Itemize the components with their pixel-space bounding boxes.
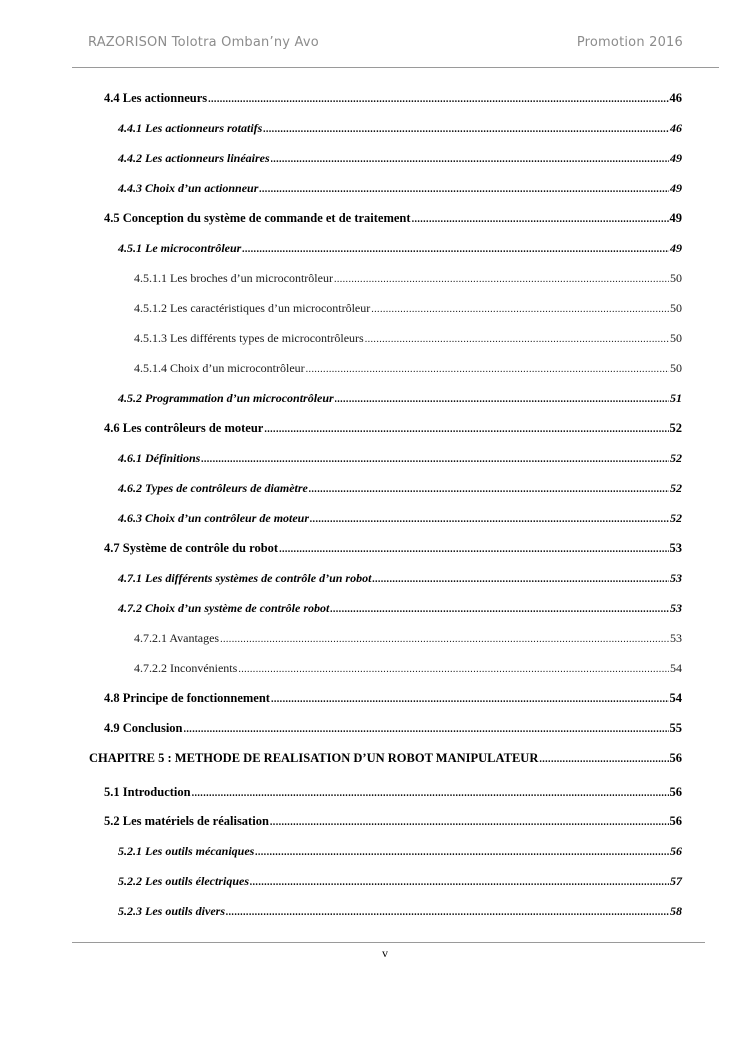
toc-entry[interactable] — [134, 630, 682, 646]
toc-entry[interactable] — [118, 873, 682, 889]
toc-entry-title: 4.8 Principe de fonctionnement — [104, 691, 270, 705]
toc-entry-title: 4.6.2 Types de contrôleurs de diamètre — [118, 481, 308, 495]
toc-entry-page: 54 — [670, 661, 682, 675]
toc-entry-title: 4.7.1 Les différents systèmes de contrôle d’un robot — [118, 571, 372, 585]
toc-entry[interactable] — [104, 210, 682, 226]
toc-dot-leader — [334, 272, 669, 288]
toc-entry-page: 50 — [670, 331, 682, 345]
toc-entry[interactable] — [134, 270, 682, 286]
toc-entry[interactable] — [104, 420, 682, 436]
toc-entry-page: 50 — [670, 301, 682, 315]
toc-entry-title: 5.2.1 Les outils mécaniques — [118, 844, 255, 858]
toc-dot-leader — [201, 452, 669, 468]
toc-entry-page: 52 — [670, 511, 682, 525]
toc-entry-title: CHAPITRE 5 : METHODE DE REALISATION D’UN ROBOT MANIPULATEUR — [89, 751, 539, 765]
toc-entry-title: 4.5.1.3 Les différents types de microcontrôleurs — [134, 331, 364, 345]
toc-entry-page: 56 — [670, 844, 682, 858]
toc-dot-leader — [412, 212, 669, 228]
toc-entry-title: 4.4.1 Les actionneurs rotatifs — [118, 121, 263, 135]
page-header — [88, 35, 683, 50]
toc-entry-title: 4.4.3 Choix d’un actionneur — [118, 181, 259, 195]
toc-dot-leader — [330, 602, 669, 618]
toc-entry-title: 4.7.2 Choix d’un système de contrôle robot — [118, 601, 330, 615]
toc-entry[interactable] — [118, 903, 682, 919]
toc-entry[interactable] — [104, 813, 682, 829]
toc-entry[interactable] — [118, 480, 682, 496]
toc-chapter-entry[interactable] — [89, 750, 682, 766]
toc-entry-page: 52 — [669, 421, 682, 435]
toc-entry-page: 56 — [669, 814, 682, 828]
toc-entry-page: 53 — [670, 571, 682, 585]
toc-dot-leader — [263, 122, 669, 138]
header-promotion: Promotion 2016 — [576, 35, 683, 50]
toc-entry[interactable] — [104, 720, 682, 736]
page-number: v — [382, 946, 388, 960]
toc-entry-page: 53 — [670, 631, 682, 645]
toc-dot-leader — [309, 482, 669, 498]
toc-entry[interactable] — [118, 843, 682, 859]
toc-entry[interactable] — [118, 390, 682, 406]
toc-dot-leader — [371, 302, 669, 318]
toc-entry[interactable] — [118, 150, 682, 166]
footer-divider — [72, 942, 705, 943]
toc-entry-title: 5.2.2 Les outils électriques — [118, 874, 249, 888]
toc-entry-page: 54 — [669, 691, 682, 705]
toc-entry[interactable] — [118, 450, 682, 466]
toc-entry[interactable] — [104, 90, 682, 106]
toc-dot-leader — [279, 542, 668, 558]
toc-entry[interactable] — [118, 120, 682, 136]
toc-entry[interactable] — [104, 540, 682, 556]
toc-entry-title: 4.5.1.4 Choix d’un microcontrôleur — [134, 361, 305, 375]
toc-entry-title: 5.1 Introduction — [104, 785, 191, 799]
toc-entry-title: 5.2 Les matériels de réalisation — [104, 814, 269, 828]
toc-entry[interactable] — [118, 510, 682, 526]
toc-entry-title: 4.5.1 Le microcontrôleur — [118, 241, 242, 255]
toc-entry-title: 4.7.2.1 Avantages — [134, 631, 220, 645]
toc-dot-leader — [264, 422, 668, 438]
toc-entry[interactable] — [118, 600, 682, 616]
toc-entry[interactable] — [118, 180, 682, 196]
toc-entry-page: 56 — [669, 751, 682, 765]
toc-dot-leader — [208, 92, 668, 108]
toc-entry-title: 4.4 Les actionneurs — [104, 91, 208, 105]
toc-entry[interactable] — [134, 660, 682, 676]
toc-entry-title: 4.5.1.2 Les caractéristiques d’un microcontrôleur — [134, 301, 371, 315]
header-author: RAZORISON Tolotra Omban’ny Avo — [88, 35, 319, 50]
toc-entry-page: 58 — [670, 904, 682, 918]
toc-entry-title: 4.6.3 Choix d’un contrôleur de moteur — [118, 511, 310, 525]
toc-dot-leader — [192, 786, 669, 802]
toc-entry-title: 4.9 Conclusion — [104, 721, 183, 735]
toc-dot-leader — [250, 875, 669, 891]
toc-entry[interactable] — [134, 360, 682, 376]
toc-entry-title: 4.7.2.2 Inconvénients — [134, 661, 238, 675]
toc-dot-leader — [271, 152, 669, 168]
toc-entry-page: 49 — [670, 151, 682, 165]
toc-entry-title: 4.5.2 Programmation d’un microcontrôleur — [118, 391, 334, 405]
toc-entry-title: 4.5 Conception du système de commande et de traitement — [104, 211, 411, 225]
toc-entry-page: 49 — [670, 181, 682, 195]
toc-entry-page: 52 — [670, 481, 682, 495]
toc-dot-leader — [365, 332, 669, 348]
toc-entry-page: 46 — [670, 121, 682, 135]
toc-entry-page: 53 — [669, 541, 682, 555]
toc-entry[interactable] — [104, 784, 682, 800]
toc-entry-page: 55 — [669, 721, 682, 735]
toc-entry-page: 49 — [669, 211, 682, 225]
toc-dot-leader — [259, 182, 669, 198]
toc-entry-title: 4.4.2 Les actionneurs linéaires — [118, 151, 270, 165]
toc-dot-leader — [310, 512, 669, 528]
toc-dot-leader — [270, 815, 669, 831]
toc-dot-leader — [539, 752, 668, 768]
toc-entry-page: 46 — [669, 91, 682, 105]
toc-dot-leader — [335, 392, 669, 408]
toc-entry[interactable] — [134, 330, 682, 346]
toc-entry-page: 50 — [670, 361, 682, 375]
toc-entry-page: 56 — [669, 785, 682, 799]
toc-entry-page: 52 — [670, 451, 682, 465]
toc-entry-page: 51 — [670, 391, 682, 405]
toc-dot-leader — [271, 692, 669, 708]
toc-entry[interactable] — [118, 240, 682, 256]
toc-entry-page: 49 — [670, 241, 682, 255]
toc-dot-leader — [372, 572, 669, 588]
toc-entry-page: 53 — [670, 601, 682, 615]
toc-dot-leader — [242, 242, 669, 258]
toc-entry[interactable] — [118, 570, 682, 586]
toc-entry-title: 4.6.1 Définitions — [118, 451, 201, 465]
toc-entry-page: 57 — [670, 874, 682, 888]
toc-dot-leader — [184, 722, 669, 738]
toc-dot-leader — [238, 662, 669, 678]
toc-entry-title: 4.7 Système de contrôle du robot — [104, 541, 279, 555]
toc-entry[interactable] — [104, 690, 682, 706]
toc-entry-page: 50 — [670, 271, 682, 285]
toc-dot-leader — [255, 845, 669, 861]
toc-dot-leader — [220, 632, 669, 648]
toc-dot-leader — [306, 362, 669, 378]
toc-entry-title: 4.5.1.1 Les broches d’un microcontrôleur — [134, 271, 333, 285]
header-divider — [72, 67, 719, 68]
toc-entry-title: 4.6 Les contrôleurs de moteur — [104, 421, 264, 435]
toc-entry[interactable] — [134, 300, 682, 316]
toc-dot-leader — [226, 905, 669, 921]
toc-entry-title: 5.2.3 Les outils divers — [118, 904, 225, 918]
